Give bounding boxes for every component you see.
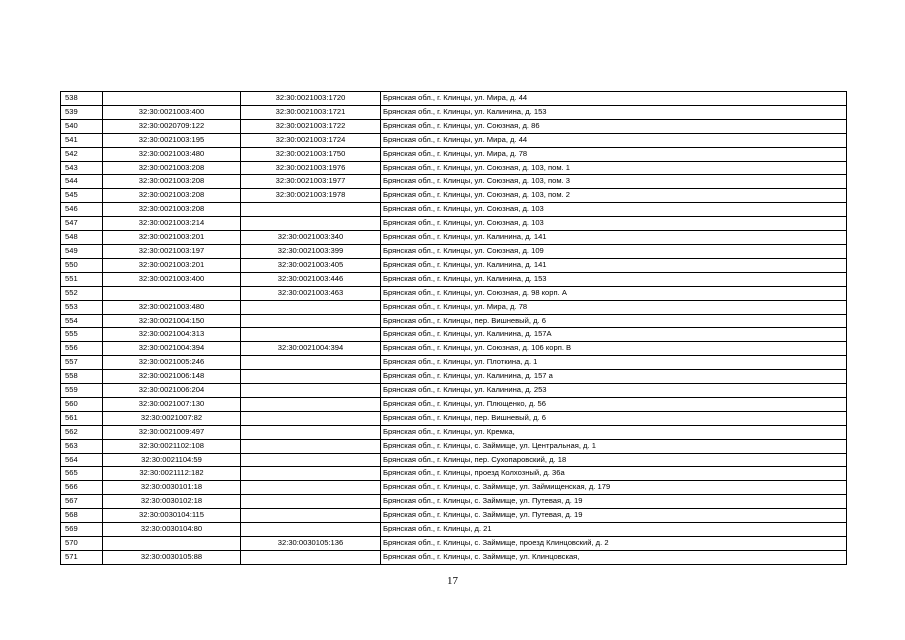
object-cadastral-number-cell	[241, 300, 381, 314]
object-cadastral-number-cell: 32:30:0021003:1750	[241, 147, 381, 161]
cadastral-number-cell: 32:30:0021004:394	[103, 342, 241, 356]
row-number-cell: 546	[61, 203, 103, 217]
cadastral-number-cell: 32:30:0021004:150	[103, 314, 241, 328]
cadastral-number-cell: 32:30:0021007:82	[103, 411, 241, 425]
object-cadastral-number-cell: 32:30:0021003:1976	[241, 161, 381, 175]
object-cadastral-number-cell	[241, 550, 381, 564]
address-cell: Брянская обл., г. Клинцы, с. Займище, ул. Путевая, д. 19	[381, 509, 847, 523]
table-row	[61, 425, 847, 439]
object-cadastral-number-cell	[241, 439, 381, 453]
cadastral-number-cell: 32:30:0021003:201	[103, 231, 241, 245]
object-cadastral-number-cell	[241, 467, 381, 481]
cadastral-number-cell	[103, 92, 241, 106]
row-number-cell: 563	[61, 439, 103, 453]
table-row	[61, 272, 847, 286]
object-cadastral-number-cell: 32:30:0021003:1724	[241, 133, 381, 147]
object-cadastral-number-cell	[241, 397, 381, 411]
address-cell: Брянская обл., г. Клинцы, ул. Союзная, д. 103, пом. 2	[381, 189, 847, 203]
row-number-cell: 542	[61, 147, 103, 161]
table-row	[61, 397, 847, 411]
row-number-cell: 565	[61, 467, 103, 481]
address-cell: Брянская обл., г. Клинцы, проезд Колхозный, д. 36а	[381, 467, 847, 481]
row-number-cell: 553	[61, 300, 103, 314]
address-cell: Брянская обл., г. Клинцы, пер. Вишневый, д. 6	[381, 411, 847, 425]
object-cadastral-number-cell: 32:30:0021003:405	[241, 258, 381, 272]
cadastral-number-cell: 32:30:0021006:148	[103, 370, 241, 384]
row-number-cell: 552	[61, 286, 103, 300]
address-cell: Брянская обл., г. Клинцы, ул. Плоткина, д. 1	[381, 356, 847, 370]
cadastral-number-cell: 32:30:0021006:204	[103, 384, 241, 398]
table-row	[61, 411, 847, 425]
cadastral-number-cell: 32:30:0030104:80	[103, 523, 241, 537]
object-cadastral-number-cell	[241, 217, 381, 231]
registry-table	[60, 91, 847, 565]
table-row	[61, 300, 847, 314]
address-cell: Брянская обл., г. Клинцы, ул. Плющенко, д. 56	[381, 397, 847, 411]
table-row	[61, 92, 847, 106]
row-number-cell: 557	[61, 356, 103, 370]
object-cadastral-number-cell: 32:30:0030105:136	[241, 537, 381, 551]
row-number-cell: 567	[61, 495, 103, 509]
cadastral-number-cell: 32:30:0021003:480	[103, 300, 241, 314]
object-cadastral-number-cell: 32:30:0021003:463	[241, 286, 381, 300]
object-cadastral-number-cell: 32:30:0021004:394	[241, 342, 381, 356]
cadastral-number-cell: 32:30:0021003:195	[103, 133, 241, 147]
address-cell: Брянская обл., г. Клинцы, д. 21	[381, 523, 847, 537]
object-cadastral-number-cell	[241, 523, 381, 537]
cadastral-number-cell: 32:30:0030105:88	[103, 550, 241, 564]
row-number-cell: 554	[61, 314, 103, 328]
cadastral-number-cell: 32:30:0021003:208	[103, 189, 241, 203]
cadastral-number-cell: 32:30:0021104:59	[103, 453, 241, 467]
cadastral-number-cell: 32:30:0021003:208	[103, 161, 241, 175]
object-cadastral-number-cell	[241, 356, 381, 370]
address-cell: Брянская обл., г. Клинцы, ул. Калинина, д. 253	[381, 384, 847, 398]
row-number-cell: 541	[61, 133, 103, 147]
table-row	[61, 231, 847, 245]
address-cell: Брянская обл., г. Клинцы, ул. Союзная, д. 86	[381, 119, 847, 133]
table-row	[61, 495, 847, 509]
cadastral-number-cell: 32:30:0021003:480	[103, 147, 241, 161]
address-cell: Брянская обл., г. Клинцы, ул. Мира, д. 44	[381, 92, 847, 106]
cadastral-number-cell: 32:30:0021003:208	[103, 203, 241, 217]
object-cadastral-number-cell: 32:30:0021003:1721	[241, 105, 381, 119]
address-cell: Брянская обл., г. Клинцы, пер. Сухопаровский, д. 18	[381, 453, 847, 467]
table-row	[61, 537, 847, 551]
cadastral-number-cell: 32:30:0021007:130	[103, 397, 241, 411]
table-row	[61, 175, 847, 189]
object-cadastral-number-cell: 32:30:0021003:1977	[241, 175, 381, 189]
table-row	[61, 356, 847, 370]
cadastral-number-cell: 32:30:0021003:197	[103, 244, 241, 258]
cadastral-number-cell: 32:30:0021003:400	[103, 272, 241, 286]
object-cadastral-number-cell	[241, 481, 381, 495]
row-number-cell: 545	[61, 189, 103, 203]
address-cell: Брянская обл., г. Клинцы, с. Займище, проезд Клинцовский, д. 2	[381, 537, 847, 551]
row-number-cell: 555	[61, 328, 103, 342]
table-row	[61, 119, 847, 133]
table-row	[61, 244, 847, 258]
object-cadastral-number-cell	[241, 314, 381, 328]
table-row	[61, 509, 847, 523]
address-cell: Брянская обл., г. Клинцы, ул. Калинина, д. 141	[381, 231, 847, 245]
object-cadastral-number-cell	[241, 453, 381, 467]
table-row	[61, 258, 847, 272]
cadastral-number-cell: 32:30:0021003:214	[103, 217, 241, 231]
cadastral-number-cell: 32:30:0030101:18	[103, 481, 241, 495]
row-number-cell: 569	[61, 523, 103, 537]
address-cell: Брянская обл., г. Клинцы, ул. Калинина, д. 157 а	[381, 370, 847, 384]
row-number-cell: 538	[61, 92, 103, 106]
object-cadastral-number-cell	[241, 495, 381, 509]
row-number-cell: 544	[61, 175, 103, 189]
table-row	[61, 217, 847, 231]
address-cell: Брянская обл., г. Клинцы, ул. Союзная, д. 103, пом. 3	[381, 175, 847, 189]
row-number-cell: 549	[61, 244, 103, 258]
table-row	[61, 467, 847, 481]
page-number: 17	[447, 575, 458, 587]
row-number-cell: 570	[61, 537, 103, 551]
cadastral-number-cell	[103, 537, 241, 551]
cadastral-number-cell: 32:30:0021005:246	[103, 356, 241, 370]
table-row	[61, 161, 847, 175]
table-row	[61, 147, 847, 161]
row-number-cell: 568	[61, 509, 103, 523]
object-cadastral-number-cell	[241, 328, 381, 342]
row-number-cell: 566	[61, 481, 103, 495]
object-cadastral-number-cell: 32:30:0021003:1978	[241, 189, 381, 203]
row-number-cell: 562	[61, 425, 103, 439]
object-cadastral-number-cell	[241, 384, 381, 398]
table-row	[61, 286, 847, 300]
object-cadastral-number-cell	[241, 509, 381, 523]
table-row	[61, 523, 847, 537]
address-cell: Брянская обл., г. Клинцы, ул. Калинина, д. 141	[381, 258, 847, 272]
registry-table-body	[61, 92, 847, 565]
row-number-cell: 559	[61, 384, 103, 398]
address-cell: Брянская обл., г. Клинцы, ул. Союзная, д. 103	[381, 217, 847, 231]
table-row	[61, 370, 847, 384]
row-number-cell: 547	[61, 217, 103, 231]
table-row	[61, 342, 847, 356]
address-cell: Брянская обл., г. Клинцы, ул. Калинина, д. 153	[381, 105, 847, 119]
cadastral-number-cell: 32:30:0021004:313	[103, 328, 241, 342]
address-cell: Брянская обл., г. Клинцы, с. Займище, ул. Клинцовская,	[381, 550, 847, 564]
address-cell: Брянская обл., г. Клинцы, с. Займище, ул. Займищенская, д. 179	[381, 481, 847, 495]
cadastral-number-cell: 32:30:0021009:497	[103, 425, 241, 439]
table-row	[61, 133, 847, 147]
object-cadastral-number-cell	[241, 203, 381, 217]
table-row	[61, 189, 847, 203]
cadastral-number-cell: 32:30:0021003:400	[103, 105, 241, 119]
cadastral-number-cell: 32:30:0030104:115	[103, 509, 241, 523]
address-cell: Брянская обл., г. Клинцы, ул. Союзная, д. 98 корп. А	[381, 286, 847, 300]
address-cell: Брянская обл., г. Клинцы, ул. Союзная, д. 103	[381, 203, 847, 217]
row-number-cell: 543	[61, 161, 103, 175]
row-number-cell: 548	[61, 231, 103, 245]
object-cadastral-number-cell	[241, 370, 381, 384]
cadastral-number-cell: 32:30:0021112:182	[103, 467, 241, 481]
row-number-cell: 551	[61, 272, 103, 286]
row-number-cell: 558	[61, 370, 103, 384]
table-row	[61, 481, 847, 495]
row-number-cell: 539	[61, 105, 103, 119]
address-cell: Брянская обл., г. Клинцы, с. Займище, ул. Путевая, д. 19	[381, 495, 847, 509]
address-cell: Брянская обл., г. Клинцы, ул. Калинина, д. 153	[381, 272, 847, 286]
table-row	[61, 550, 847, 564]
cadastral-number-cell: 32:30:0021102:108	[103, 439, 241, 453]
row-number-cell: 564	[61, 453, 103, 467]
table-row	[61, 384, 847, 398]
table-row	[61, 439, 847, 453]
address-cell: Брянская обл., г. Клинцы, ул. Кремка,	[381, 425, 847, 439]
object-cadastral-number-cell: 32:30:0021003:1722	[241, 119, 381, 133]
table-row	[61, 453, 847, 467]
table-row	[61, 314, 847, 328]
row-number-cell: 560	[61, 397, 103, 411]
address-cell: Брянская обл., г. Клинцы, пер. Вишневый, д. 6	[381, 314, 847, 328]
table-row	[61, 328, 847, 342]
table-row	[61, 105, 847, 119]
object-cadastral-number-cell: 32:30:0021003:1720	[241, 92, 381, 106]
row-number-cell: 561	[61, 411, 103, 425]
object-cadastral-number-cell: 32:30:0021003:340	[241, 231, 381, 245]
address-cell: Брянская обл., г. Клинцы, ул. Мира, д. 78	[381, 300, 847, 314]
cadastral-number-cell: 32:30:0021003:201	[103, 258, 241, 272]
object-cadastral-number-cell	[241, 425, 381, 439]
object-cadastral-number-cell	[241, 411, 381, 425]
cadastral-number-cell: 32:30:0021003:208	[103, 175, 241, 189]
address-cell: Брянская обл., г. Клинцы, ул. Союзная, д. 103, пом. 1	[381, 161, 847, 175]
address-cell: Брянская обл., г. Клинцы, с. Займище, ул. Центральная, д. 1	[381, 439, 847, 453]
cadastral-number-cell	[103, 286, 241, 300]
address-cell: Брянская обл., г. Клинцы, ул. Калинина, д. 157А	[381, 328, 847, 342]
address-cell: Брянская обл., г. Клинцы, ул. Мира, д. 44	[381, 133, 847, 147]
cadastral-number-cell: 32:30:0030102:18	[103, 495, 241, 509]
registry-table-container	[60, 91, 846, 565]
object-cadastral-number-cell: 32:30:0021003:446	[241, 272, 381, 286]
address-cell: Брянская обл., г. Клинцы, ул. Мира, д. 78	[381, 147, 847, 161]
cadastral-number-cell: 32:30:0020709:122	[103, 119, 241, 133]
row-number-cell: 571	[61, 550, 103, 564]
address-cell: Брянская обл., г. Клинцы, ул. Союзная, д. 109	[381, 244, 847, 258]
table-row	[61, 203, 847, 217]
row-number-cell: 550	[61, 258, 103, 272]
row-number-cell: 556	[61, 342, 103, 356]
row-number-cell: 540	[61, 119, 103, 133]
object-cadastral-number-cell: 32:30:0021003:399	[241, 244, 381, 258]
address-cell: Брянская обл., г. Клинцы, ул. Союзная, д. 106 корп. В	[381, 342, 847, 356]
